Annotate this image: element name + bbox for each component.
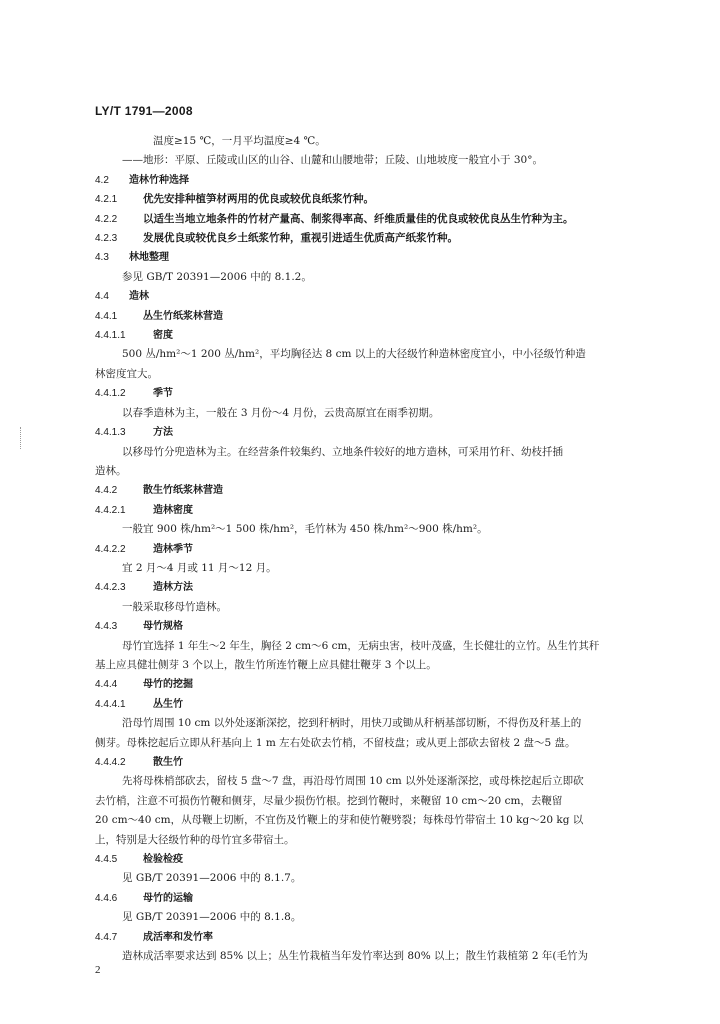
section-number: 4.4.4 xyxy=(95,679,118,691)
section-4-4-1-2-text: 以春季造林为主，一般在 3 月份～4 月份，云贵高原宜在雨季初期。 xyxy=(122,406,440,419)
section-4-4-3-line-2: 基上应具健壮侧芽 3 个以上，散生竹所连竹鞭上应具健壮鞭芽 3 个以上。 xyxy=(95,658,437,671)
section-number: 4.4.1.1 xyxy=(95,330,126,342)
section-4-4-3-line-1: 母竹宜选择 1 年生～2 年生，胸径 2 cm～6 cm，无病虫害，枝叶茂盛，生长健壮的立竹。丛生竹其秆 xyxy=(122,639,600,652)
section-4-4-4-1-line-1: 沿母竹周围 10 cm 以外处逐渐深挖，挖到秆柄时，用快刀或锄从秆柄基部切断，不得伤及秆基上的 xyxy=(122,717,582,730)
section-4-4-4-2-line-3: 20 cm～40 cm，从母鞭上切断，不宜伤及竹鞭上的芽和使竹鞭劈裂；每株母竹带宿土 10 kg～20 kg 以 xyxy=(95,814,584,827)
section-4-4-heading xyxy=(95,287,665,306)
section-4-4-7-heading xyxy=(95,928,665,947)
section-4-4-1-1-heading xyxy=(95,326,665,345)
section-title: 方法 xyxy=(153,427,173,439)
section-number: 4.4.1.2 xyxy=(95,388,126,400)
section-title: 造林 xyxy=(129,291,149,303)
clause-text: 发展优良或较优良乡土纸浆竹种，重视引进适生优质高产纸浆竹种。 xyxy=(143,232,458,245)
section-4-4-2-2-heading xyxy=(95,540,665,559)
section-number: 4.2 xyxy=(95,174,109,186)
section-4-4-1-3-line-1: 以移母竹分兜造林为主。在经营条件较集约、立地条件较好的地方造林，可采用竹秆、幼枝扦插 xyxy=(122,445,563,458)
section-4-3-heading xyxy=(95,248,665,267)
section-4-4-7-text: 造林成活率要求达到 85% 以上；丛生竹栽植当年发竹率达到 80% 以上；散生竹栽植第 2 年(毛竹为 xyxy=(122,950,588,963)
standard-code-header: LY/T 1791—2008 xyxy=(95,104,193,118)
section-4-4-2-3-text: 一般采取移母竹造林。 xyxy=(122,600,227,613)
clause-number: 4.2.3 xyxy=(95,233,118,245)
section-4-4-1-2-heading xyxy=(95,384,665,403)
section-number: 4.4.7 xyxy=(95,931,118,943)
section-number: 4.4.6 xyxy=(95,892,118,904)
section-number: 4.4 xyxy=(95,291,109,303)
intro-line-2: ——地形：平原、丘陵或山区的山谷、山麓和山腰地带；丘陵、山地坡度一般宜小于 30°。 xyxy=(122,154,543,167)
section-title: 造林方法 xyxy=(153,582,193,594)
section-4-4-4-1-line-2: 侧芽。母株挖起后立即从秆基向上 1 m 左右处砍去竹梢，不留枝盘；或从更上部砍去留枝 2 盘～5 盘。 xyxy=(95,736,576,749)
clause-text: 优先安排种植笋材两用的优良或较优良纸浆竹种。 xyxy=(143,193,374,206)
section-4-4-3-heading xyxy=(95,617,665,636)
section-4-3-text: 参见 GB/T 20391—2006 中的 8.1.2。 xyxy=(122,270,312,283)
section-title: 密度 xyxy=(153,330,173,342)
clause-number: 4.2.2 xyxy=(95,213,118,225)
section-title: 造林竹种选择 xyxy=(129,174,189,186)
document-body xyxy=(95,132,665,966)
clause-4-2-2 xyxy=(95,210,665,229)
section-4-4-5-text: 见 GB/T 20391—2006 中的 8.1.7。 xyxy=(122,872,302,885)
section-title: 丛生竹 xyxy=(153,698,183,710)
section-4-4-2-heading xyxy=(95,481,665,500)
scan-artifact-mark xyxy=(20,427,22,449)
section-4-4-1-heading xyxy=(95,307,665,326)
section-4-4-2-1-text: 一般宜 900 株/hm²～1 500 株/hm²，毛竹林为 450 株/hm²～900 株/hm²。 xyxy=(122,523,488,536)
section-4-4-2-2-text: 宜 2 月～4 月或 11 月～12 月。 xyxy=(122,561,277,574)
clause-number: 4.2.1 xyxy=(95,194,118,206)
section-4-4-2-3-heading xyxy=(95,578,665,597)
section-number: 4.4.2.3 xyxy=(95,582,126,594)
section-4-4-5-heading xyxy=(95,850,665,869)
section-4-2-heading xyxy=(95,171,665,190)
section-number: 4.4.3 xyxy=(95,621,118,633)
section-number: 4.4.4.1 xyxy=(95,698,126,710)
section-4-4-4-2-heading xyxy=(95,753,665,772)
section-number: 4.4.2 xyxy=(95,485,118,497)
section-title: 母竹的挖掘 xyxy=(143,679,193,691)
page-number: 2 xyxy=(95,964,101,976)
clause-4-2-1 xyxy=(95,190,665,209)
section-title: 散生竹 xyxy=(153,757,183,768)
section-4-4-1-3-heading xyxy=(95,423,665,442)
section-4-4-1-1-line-2: 林密度宜大。 xyxy=(95,367,158,380)
section-title: 季节 xyxy=(153,388,173,400)
section-4-4-4-1-heading xyxy=(95,695,665,714)
section-4-4-6-text: 见 GB/T 20391—2006 中的 8.1.8。 xyxy=(122,911,302,924)
section-number: 4.4.1 xyxy=(95,310,118,322)
section-4-4-4-heading xyxy=(95,675,665,694)
section-title: 散生竹纸浆林营造 xyxy=(143,485,223,497)
clause-4-2-3 xyxy=(95,229,665,248)
section-number: 4.4.2.1 xyxy=(95,504,126,516)
section-title: 林地整理 xyxy=(129,252,169,264)
section-number: 4.4.1.3 xyxy=(95,427,126,439)
intro-line-1: 温度≥15 ℃，一月平均温度≥4 ℃。 xyxy=(153,135,326,147)
section-4-4-2-1-heading xyxy=(95,501,665,520)
section-number: 4.3 xyxy=(95,252,109,264)
section-4-4-4-2-line-2: 去竹梢，注意不可损伤竹鞭和侧芽，尽量少损伤竹根。挖到竹鞭时，来鞭留 10 cm～20 cm，去鞭留 xyxy=(95,794,563,807)
section-title: 造林密度 xyxy=(153,504,193,516)
section-4-4-1-3-line-2: 造林。 xyxy=(95,464,127,477)
section-title: 造林季节 xyxy=(153,543,193,555)
section-title: 丛生竹纸浆林营造 xyxy=(143,310,223,322)
clause-text: 以适生当地立地条件的竹材产量高、制浆得率高、纤维质量佳的优良或较优良丛生竹种为主。 xyxy=(143,212,574,225)
section-4-4-1-1-line-1: 500 丛/hm²～1 200 丛/hm²，平均胸径达 8 cm 以上的大径级竹种造林密度宜小，中小径级竹种造 xyxy=(122,348,586,361)
section-4-4-4-2-line-4: 上，特别是大径级竹种的母竹宜多带宿土。 xyxy=(95,833,295,846)
section-4-4-6-heading xyxy=(95,889,665,908)
section-title: 成活率和发竹率 xyxy=(143,931,213,943)
section-title: 母竹规格 xyxy=(143,621,183,633)
section-title: 检验检疫 xyxy=(143,854,183,866)
section-title: 母竹的运输 xyxy=(143,892,193,904)
section-number: 4.4.5 xyxy=(95,854,118,866)
section-number: 4.4.4.2 xyxy=(95,757,126,768)
section-number: 4.4.2.2 xyxy=(95,543,126,555)
section-4-4-4-2-line-1: 先将母株梢部砍去，留枝 5 盘～7 盘，再沿母竹周围 10 cm 以外处逐渐深挖，或母株挖起后立即砍 xyxy=(122,775,584,788)
